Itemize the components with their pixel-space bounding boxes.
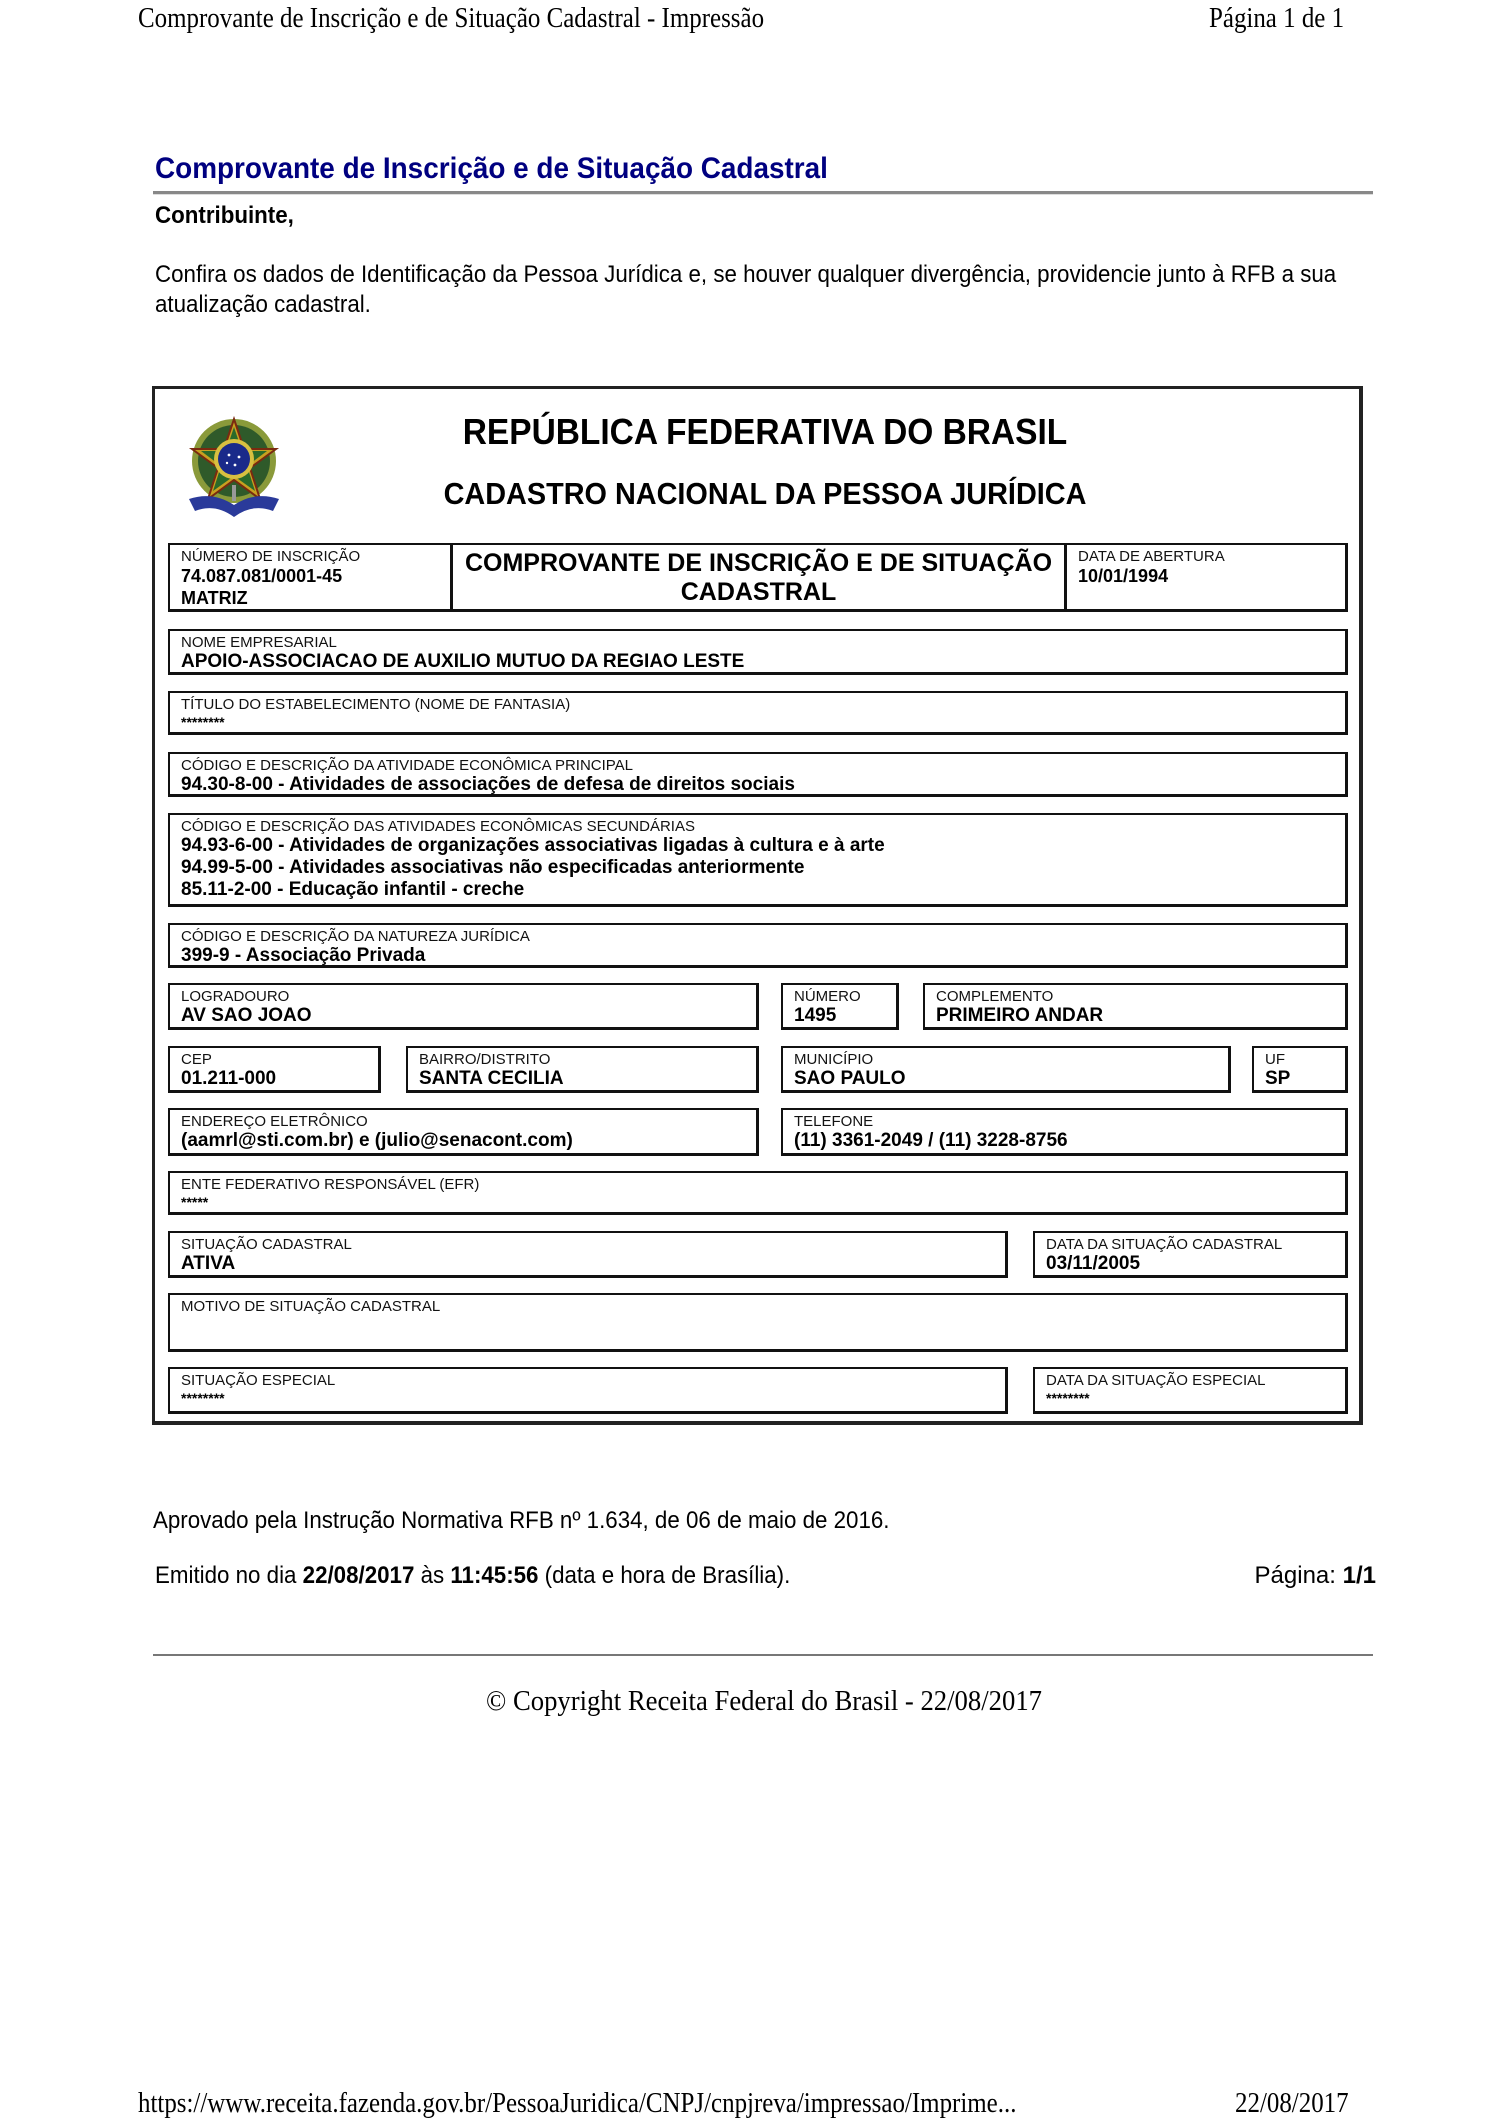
field-label: CEP [181,1051,212,1068]
field-value: ******** [181,714,225,730]
field-value: APOIO-ASSOCIACAO DE AUXILIO MUTUO DA REGIAO LESTE [181,651,745,672]
issued-suffix: (data e hora de Brasília). [538,1562,791,1589]
field-nome-empresarial [168,629,1348,675]
page-label: Página: [1254,1562,1343,1589]
document-title: COMPROVANTE DE INSCRIÇÃO E DE SITUAÇÃO CADASTRAL [464,549,1053,606]
field-label: DATA DE ABERTURA [1078,548,1225,565]
page-indicator [1150,1562,1376,1590]
field-label: DATA DA SITUAÇÃO ESPECIAL [1046,1372,1266,1389]
field-value: (aamrl@sti.com.br) e (julio@senacont.com) [181,1130,573,1151]
field-motivo-situacao [168,1293,1348,1352]
page-value: 1/1 [1342,1562,1376,1589]
field-label: BAIRRO/DISTRITO [419,1051,551,1068]
field-natureza-juridica [168,923,1348,968]
field-value: 74.087.081/0001-45 [181,566,343,586]
field-value: SAO PAULO [794,1068,906,1089]
approval-note: Aprovado pela Instrução Normativa RFB nº 1.634, de 06 de maio de 2016. [153,1507,890,1534]
field-data-situacao-especial [1033,1367,1348,1414]
field-situacao-especial [168,1367,1008,1414]
page-title: Comprovante de Inscrição e de Situação Cadastral [155,152,828,185]
issued-mid: às [414,1562,451,1589]
list-item: 94.99-5-00 - Atividades associativas não especificadas anteriormente [181,857,805,878]
copyright: © Copyright Receita Federal do Brasil - 22/08/2017 [486,1685,1042,1717]
footer-divider [153,1654,1373,1656]
field-label: ENTE FEDERATIVO RESPONSÁVEL (EFR) [181,1176,480,1193]
field-cep [168,1046,381,1093]
print-header-page: Página 1 de 1 [1209,2,1345,34]
field-value: AV SAO JOAO [181,1005,312,1026]
field-data-situacao-cadastral [1033,1231,1348,1278]
field-efr [168,1171,1348,1215]
field-value-secondary: MATRIZ [181,588,248,608]
field-value: ******** [1046,1390,1090,1406]
field-titulo-estabelecimento [168,691,1348,735]
field-value: ***** [181,1194,209,1210]
field-numero [781,983,899,1030]
field-bairro [406,1046,759,1093]
field-municipio [781,1046,1231,1093]
field-label: SITUAÇÃO CADASTRAL [181,1236,352,1253]
field-label: NÚMERO [794,988,861,1005]
field-numero-inscricao [168,543,453,612]
field-label: DATA DA SITUAÇÃO CADASTRAL [1046,1236,1283,1253]
field-label: NÚMERO DE INSCRIÇÃO [181,548,361,565]
field-label: NOME EMPRESARIAL [181,634,337,651]
field-label: TÍTULO DO ESTABELECIMENTO (NOME DE FANTASIA) [181,696,571,713]
field-value: 94.30-8-00 - Atividades de associações de defesa de direitos sociais [181,774,795,795]
field-endereco-eletronico [168,1108,759,1156]
field-label: ENDEREÇO ELETRÔNICO [181,1113,368,1130]
field-situacao-cadastral [168,1231,1008,1278]
field-data-abertura [1065,543,1348,612]
status-badge: ATIVA [181,1253,236,1274]
field-value: 03/11/2005 [1046,1253,1141,1274]
field-label: MOTIVO DE SITUAÇÃO CADASTRAL [181,1298,441,1315]
title-divider [153,191,1373,194]
list-item: 85.11-2-00 - Educação infantil - creche [181,879,525,900]
heading-registry: CADASTRO NACIONAL DA PESSOA JURÍDICA [443,476,1087,511]
field-value: PRIMEIRO ANDAR [936,1005,1104,1026]
field-label: SITUAÇÃO ESPECIAL [181,1372,336,1389]
field-label: MUNICÍPIO [794,1051,874,1068]
field-label: CÓDIGO E DESCRIÇÃO DA NATUREZA JURÍDICA [181,928,530,945]
field-value: SANTA CECILIA [419,1068,564,1089]
field-value: SP [1265,1068,1291,1089]
field-atividades-secundarias [168,813,1348,907]
field-value: 10/01/1994 [1078,566,1169,586]
issued-time: 11:45:56 [450,1562,539,1589]
issued-prefix: Emitido no dia [155,1562,303,1589]
field-atividade-principal [168,752,1348,797]
greeting: Contribuinte, [155,202,294,229]
print-header-title: Comprovante de Inscrição e de Situação Cadastral - Impressão [138,2,765,34]
document-title-box [451,543,1067,612]
issued-date: 22/08/2017 [302,1562,415,1589]
field-label: CÓDIGO E DESCRIÇÃO DA ATIVIDADE ECONÔMICA PRINCIPAL [181,757,634,774]
field-value: (11) 3361-2049 / (11) 3228-8756 [794,1130,1068,1151]
field-label: LOGRADOURO [181,988,290,1005]
field-label: UF [1265,1051,1285,1068]
issued-statement [155,1562,790,1590]
intro-message: Confira os dados de Identificação da Pessoa Jurídica e, se houver qualquer divergência, providencie junto à RFB a sua atualização cadastral. [155,261,1337,318]
field-label: COMPLEMENTO [936,988,1054,1005]
field-telefone [781,1108,1348,1156]
field-value: 399-9 - Associação Privada [181,945,426,966]
print-footer-url: https://www.receita.fazenda.gov.br/PessoaJuridica/CNPJ/cnpjreva/impressao/Imprime... [138,2087,1017,2119]
field-label: CÓDIGO E DESCRIÇÃO DAS ATIVIDADES ECONÔMICAS SECUNDÁRIAS [181,818,695,835]
field-value: 1495 [794,1005,837,1026]
print-footer-date: 22/08/2017 [1235,2087,1349,2119]
brazil-coat-of-arms-icon [183,413,285,523]
heading-country: REPÚBLICA FEDERATIVA DO BRASIL [462,411,1068,452]
field-uf [1252,1046,1348,1093]
list-item: 94.93-6-00 - Atividades de organizações associativas ligadas à cultura e à arte [181,835,885,856]
field-complemento [923,983,1348,1030]
field-logradouro [168,983,759,1030]
field-label: TELEFONE [794,1113,874,1130]
field-value: ******** [181,1390,225,1406]
field-value: 01.211-000 [181,1068,277,1089]
